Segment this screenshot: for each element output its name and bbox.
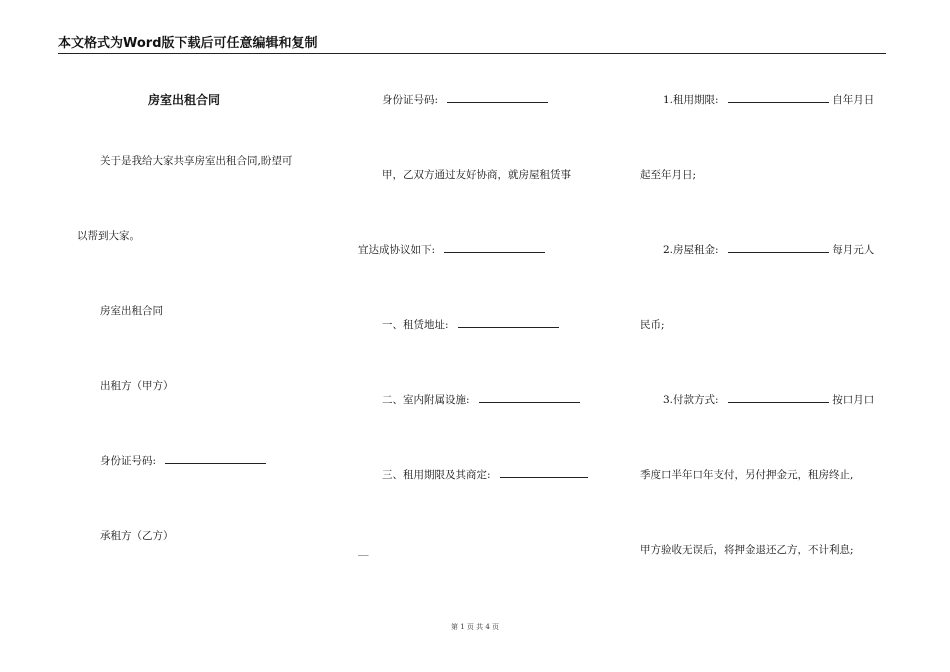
agreement-text: 宜达成协议如下: (358, 244, 436, 256)
rental-term-field (663, 93, 874, 107)
item-facilities-label: 二、室内附属设施: (382, 394, 470, 406)
lessor-label: 出租方（甲方） (100, 380, 174, 392)
id-label: 身份证号码: (382, 94, 439, 106)
blank-line (500, 468, 588, 478)
rent-label: 2.房屋租金: (663, 244, 719, 256)
blank-line (728, 393, 829, 403)
payment-label: 3.付款方式: (663, 394, 719, 406)
item-address-label: 一、租赁地址: (382, 319, 449, 331)
blank-line (444, 243, 545, 253)
doc-title: 房室出租合同 (148, 93, 221, 107)
payment-field (663, 393, 874, 407)
item-term-label: 三、租用期限及其商定: (382, 469, 491, 481)
intro-line-1: 关于是我给大家共享房室出租合同,盼望可 (100, 155, 293, 167)
lessee-id-field (382, 93, 548, 107)
rent-line-2: 民币; (640, 319, 665, 331)
blank-line (728, 243, 829, 253)
document-header: 本文格式为Word版下载后可任意编辑和复制 (58, 34, 886, 54)
page-number: 第 1 页 共 4 页 (450, 623, 500, 631)
id-label: 身份证号码: (100, 455, 157, 467)
rental-term-suffix: 自年月日 (832, 94, 875, 106)
blank-line (479, 393, 580, 403)
lessee-label: 承租方（乙方） (100, 530, 174, 542)
item-address (382, 318, 559, 332)
blank-line (447, 93, 548, 103)
blank-line (728, 93, 829, 103)
contract-heading: 房室出租合同 (100, 305, 163, 317)
payment-line-3: 甲方验收无误后，将押金退还乙方，不计利息; (640, 544, 854, 556)
blank-line (458, 318, 559, 328)
rental-term-line-2: 起至年月日; (640, 169, 697, 181)
lessor-id-field (100, 454, 266, 468)
agreement-line-1: 甲，乙双方通过友好协商，就房屋租赁事 (382, 169, 571, 181)
payment-suffix: 按口月口 (832, 394, 875, 406)
blank-dash: __ (358, 544, 369, 556)
rental-term-label: 1.租用期限: (663, 94, 719, 106)
item-term (382, 468, 588, 482)
rent-field (663, 243, 874, 257)
payment-line-2: 季度口半年口年支付，另付押金元，租房终止, (640, 469, 854, 481)
rent-suffix: 每月元人 (832, 244, 875, 256)
agreement-line-2 (358, 243, 545, 257)
item-facilities (382, 393, 580, 407)
blank-line (165, 454, 266, 464)
intro-line-2: 以帮到大家。 (77, 230, 140, 242)
